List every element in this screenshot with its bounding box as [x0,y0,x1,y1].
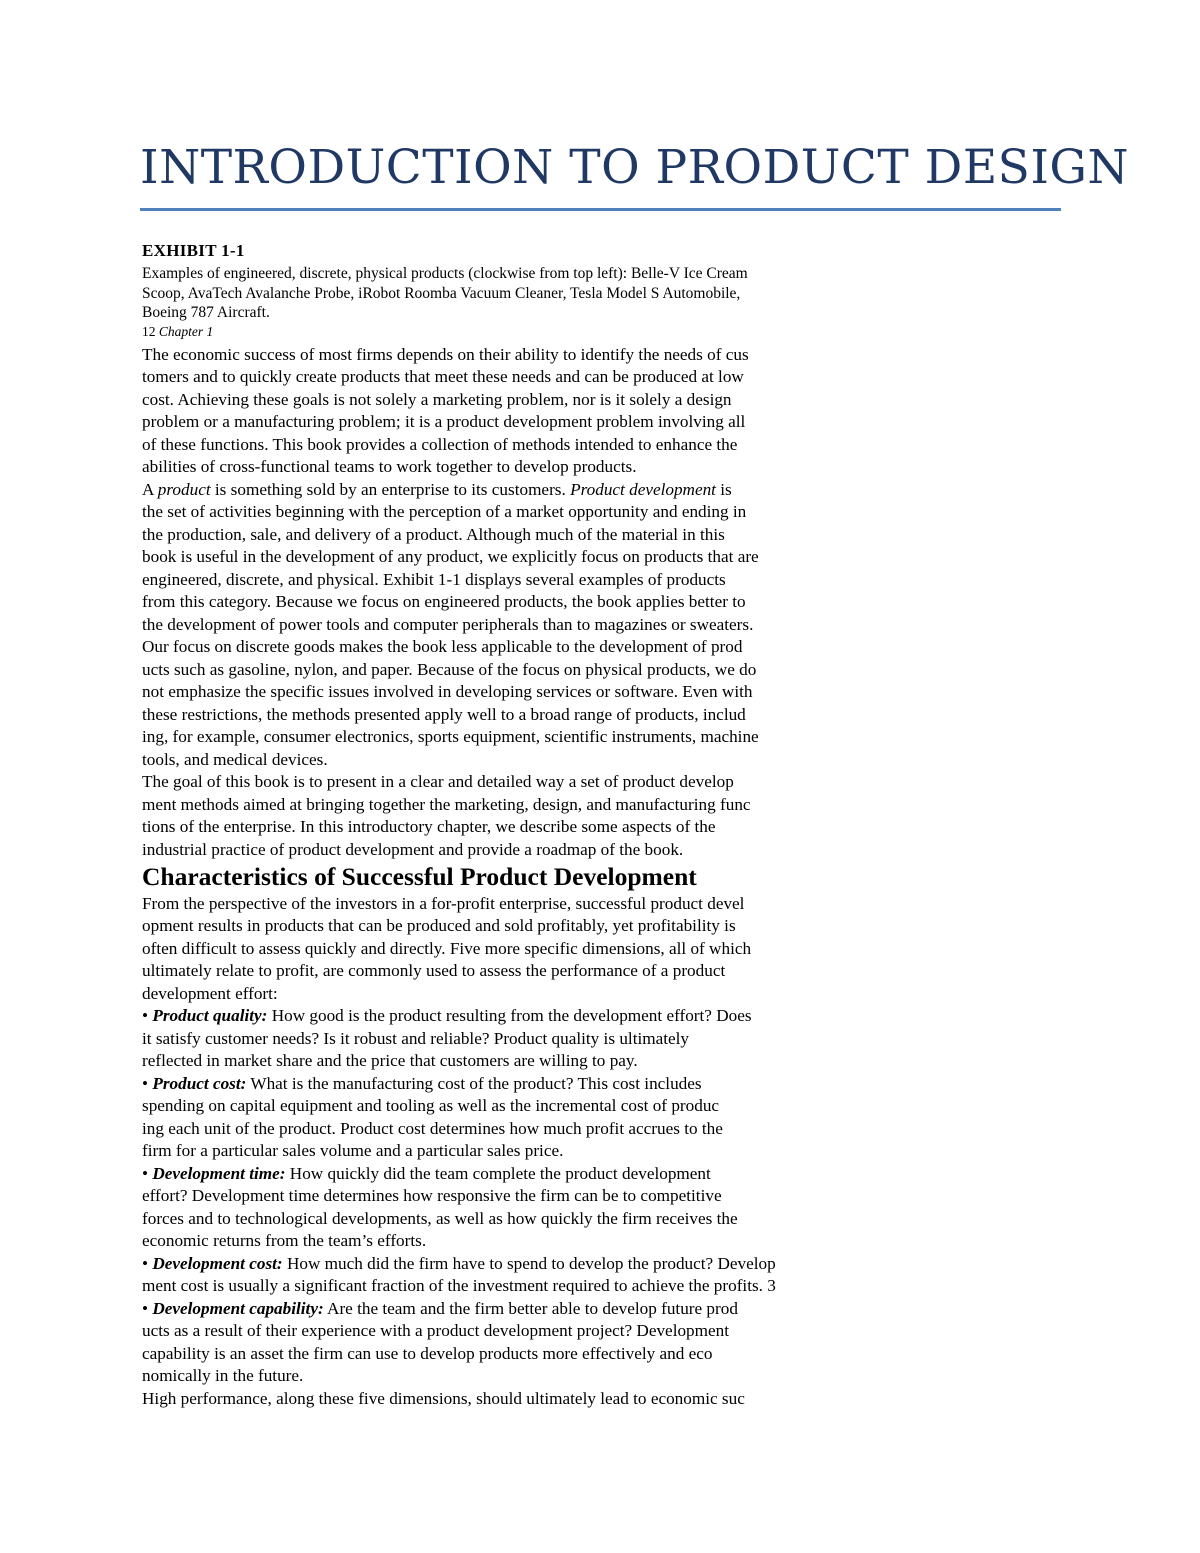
bullet-development-capability [142,1298,738,1320]
bullet-text: How good is the product resulting from the development effort? Does [267,1006,752,1025]
paragraph-line: ultimately relate to profit, are commonly used to assess the performance of a product [142,961,726,980]
exhibit-label: EXHIBIT 1-1 [142,241,245,260]
exhibit-caption-line: Examples of engineered, discrete, physical products (clockwise from top left): Belle-V Ice Cream [142,265,748,282]
bullet-text: How quickly did the team complete the product development [285,1164,711,1183]
bullet-marker: • [142,1254,149,1273]
bullet-marker: • [142,1006,149,1025]
paragraph-line: the development of power tools and computer peripherals than to magazines or sweaters. [142,615,754,634]
paragraph-line: effort? Development time determines how responsive the firm can be to competitive [142,1186,722,1205]
paragraph-line: the set of activities beginning with the perception of a market opportunity and ending in [142,502,747,521]
bullet-text: What is the manufacturing cost of the product? This cost includes [246,1074,702,1093]
exhibit-caption-line: Boeing 787 Aircraft. [142,304,270,321]
paragraph-line: nomically in the future. [142,1366,304,1385]
paragraph-line [142,479,732,501]
paragraph-line: industrial practice of product development and provide a roadmap of the book. [142,840,684,859]
paragraph-line: Our focus on discrete goods makes the book less applicable to the development of prod [142,637,743,656]
bullet-text: How much did the firm have to spend to develop the product? Develop [282,1254,776,1273]
bullet-marker: • [142,1299,149,1318]
bullet-term: Development time: [152,1164,286,1183]
bullet-term: Product cost: [152,1074,247,1093]
paragraph-line: capability is an asset the firm can use to develop products more effectively and eco [142,1344,713,1363]
page-number: 12 [142,324,156,339]
bullet-marker: • [142,1074,149,1093]
paragraph-line: often difficult to assess quickly and directly. Five more specific dimensions, all of which [142,939,752,958]
bullet-term: Product quality: [152,1006,268,1025]
paragraph-line: the production, sale, and delivery of a product. Although much of the material in this [142,525,725,544]
bullet-product-quality [142,1005,752,1027]
bullet-term: Development capability: [152,1299,324,1318]
paragraph-line: reflected in market share and the price that customers are willing to pay. [142,1051,638,1070]
paragraph-line: abilities of cross-functional teams to work together to develop products. [142,457,637,476]
bullet-marker: • [142,1164,149,1183]
text-run: A [142,480,158,499]
title-underline [140,208,1061,211]
paragraph-line: forces and to technological developments, as well as how quickly the firm receives the [142,1209,738,1228]
paragraph-line: The economic success of most firms depends on their ability to identify the needs of cus [142,345,749,364]
paragraph-line: economic returns from the team’s efforts. [142,1231,427,1250]
chapter-name: Chapter 1 [158,324,214,339]
paragraph-line: tions of the enterprise. In this introductory chapter, we describe some aspects of the [142,817,716,836]
paragraph-line: From the perspective of the investors in a for-profit enterprise, successful product devel [142,894,745,913]
paragraph-line: from this category. Because we focus on engineered products, the book applies better to [142,592,746,611]
paragraph-line: ucts as a result of their experience with a product development project? Development [142,1321,730,1340]
paragraph-line: problem or a manufacturing problem; it is a product development problem involving all [142,412,746,431]
bullet-development-cost [142,1253,776,1275]
chapter-reference [142,324,213,340]
paragraph-line: spending on capital equipment and tooling as well as the incremental cost of produc [142,1096,720,1115]
paragraph-line: ment cost is usually a significant fraction of the investment required to achieve the profits. 3 [142,1276,776,1295]
paragraph-line: engineered, discrete, and physical. Exhibit 1-1 displays several examples of products [142,570,726,589]
paragraph-line: firm for a particular sales volume and a particular sales price. [142,1141,564,1160]
paragraph-line: opment results in products that can be produced and sold profitably, yet profitability is [142,916,736,935]
section-heading: Characteristics of Successful Product Development [142,862,697,891]
paragraph-line: ucts such as gasoline, nylon, and paper. Because of the focus on physical products, we do [142,660,757,679]
paragraph-line: not emphasize the specific issues involved in developing services or software. Even with [142,682,753,701]
paragraph-line: of these functions. This book provides a collection of methods intended to enhance the [142,435,738,454]
paragraph-line: these restrictions, the methods presented apply well to a broad range of products, includ [142,705,746,724]
paragraph-line: The goal of this book is to present in a clear and detailed way a set of product develop [142,772,734,791]
bullet-text: Are the team and the firm better able to develop future prod [323,1299,738,1318]
paragraph-line: book is useful in the development of any product, we explicitly focus on products that are [142,547,759,566]
term-product: product [157,480,211,499]
text-run: is something sold by an enterprise to its customers. [210,480,571,499]
paragraph-line: it satisfy customer needs? Is it robust and reliable? Product quality is ultimately [142,1029,690,1048]
paragraph-line: ing, for example, consumer electronics, sports equipment, scientific instruments, machine [142,727,759,746]
term-product-development: Product development [570,480,716,499]
paragraph-line: tomers and to quickly create products that meet these needs and can be produced at low [142,367,744,386]
bullet-product-cost [142,1073,702,1095]
exhibit-caption-line: Scoop, AvaTech Avalanche Probe, iRobot Roomba Vacuum Cleaner, Tesla Model S Automobile, [142,285,741,302]
paragraph-line: ing each unit of the product. Product cost determines how much profit accrues to the [142,1119,723,1138]
paragraph-line: ment methods aimed at bringing together the marketing, design, and manufacturing func [142,795,751,814]
paragraph-line: tools, and medical devices. [142,750,328,769]
paragraph-line: cost. Achieving these goals is not solely a marketing problem, nor is it solely a design [142,390,732,409]
closing-line: High performance, along these five dimensions, should ultimately lead to economic suc [142,1389,745,1408]
page-title: INTRODUCTION TO PRODUCT DESIGN [140,140,1130,195]
bullet-development-time [142,1163,711,1185]
text-run: is [715,480,732,499]
paragraph-line: development effort: [142,984,278,1003]
bullet-term: Development cost: [152,1254,283,1273]
